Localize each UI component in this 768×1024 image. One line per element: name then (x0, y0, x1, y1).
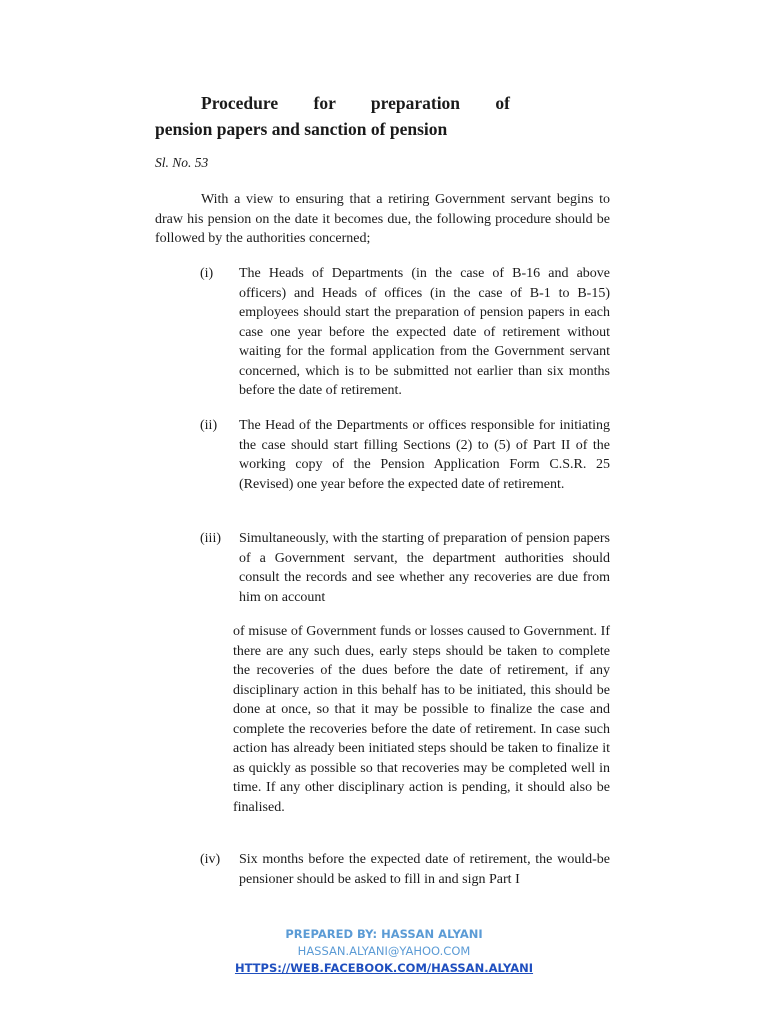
document-title (155, 90, 510, 142)
item-text: The Heads of Departments (in the case of B-16 and above officers) and Heads of offices (in the case of B-1 to B-15) employees should start the preparation of pension papers in each case one year before the expected date of retirement without waiting for the formal application from the Government servant concerned, which is to be submitted not earlier than six months before the date of retirement. (239, 266, 610, 398)
footer-email[interactable]: HASSAN.ALYANI@YAHOO.COM (297, 944, 471, 958)
continuation-paragraph: of misuse of Government funds or losses caused to Government. If there are any such dues, early steps should be taken to complete the recoveries of the dues before the date of retirement, if any disciplinary action in this behalf has to be initiated, this should be done at once, so that it may be possible to finalize the case and complete the recoveries before the date of retirement. In case such action has already been initiated steps should be taken to finalize it as quickly as possible so that recoveries may be completed well in time. If any other disciplinary action is pending, it should also be finalised. (233, 624, 610, 815)
item-text: The Head of the Departments or offices responsible for initiating the case should start filling Sections (2) to (5) of Part II of the working copy of the Pension Application Form C.S.R. 25 (Revised) one year before the expected date of retirement. (239, 418, 610, 492)
footer-credits (0, 926, 768, 977)
list-item-iv (200, 850, 610, 889)
list-item-i (200, 264, 610, 401)
list-item-iii (200, 529, 610, 607)
item-text: Six months before the expected date of retirement, the would-be pensioner should be asked to fill in and sign Part I (239, 852, 610, 887)
item-number: (i) (200, 266, 214, 281)
list-item-ii (200, 416, 610, 494)
title-line-2: pension papers and sanction of pension (155, 119, 448, 139)
item-text: Simultaneously, with the starting of preparation of pension papers of a Government servant, the department authorities should consult the records and see whether any recoveries are due from him on account (239, 531, 610, 605)
title-line-1: Procedure for preparation of (201, 93, 510, 113)
footer-facebook-link[interactable]: HTTPS://WEB.FACEBOOK.COM/HASSAN.ALYANI (234, 961, 534, 975)
item-number: (iii) (200, 531, 221, 546)
intro-paragraph: With a view to ensuring that a retiring Government servant begins to draw his pension on the date it becomes due, the following procedure should be followed by the authorities concerned; (155, 192, 610, 246)
item-number: (iv) (200, 852, 221, 867)
serial-number: Sl. No. 53 (155, 155, 209, 170)
item-number: (ii) (200, 418, 218, 433)
footer-prepared-by: PREPARED BY: HASSAN ALYANI (285, 927, 483, 941)
